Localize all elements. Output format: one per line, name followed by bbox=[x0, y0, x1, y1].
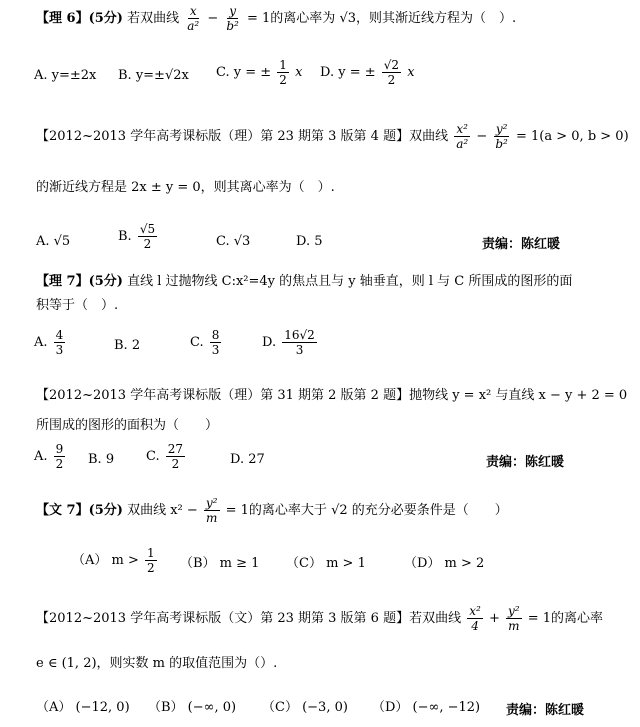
option-b: B. y=±√2x bbox=[118, 68, 189, 83]
option-c: C. $\frac{8}{3}$ bbox=[190, 328, 220, 357]
problem-2012-wen-23-6: 【2012~2013 学年高考课标版（文）第 23 期第 3 版第 6 题】若双曲线 $\frac{\text{x²}}{4}$ + $\frac{\text{y²}}{m}$ = 1的离心率 bbox=[36, 604, 604, 633]
option-c: （C） (−3, 0) bbox=[262, 700, 348, 715]
problem-tag: 【理 6】(5分) bbox=[36, 11, 123, 26]
option-a: A. y=±2x bbox=[34, 68, 97, 83]
option-d: D. $\frac{16√2}{3}$ bbox=[262, 328, 315, 357]
stem-text: 直线 l 过抛物线 C:x²=4y 的焦点且与 y 轴垂直，则 l 与 C 所围成的图形的面 bbox=[127, 274, 573, 289]
option-a: （A） m > $\frac{1}{2}$ bbox=[72, 546, 155, 575]
problem-tag: 【理 7】(5分) bbox=[36, 274, 123, 289]
fraction: $\frac{\text{y²}}{\text{b²}}$ bbox=[495, 122, 508, 151]
fraction: $\frac{\text{y²}}{m}$ bbox=[205, 496, 218, 525]
editor-credit: 责编：陈红暖 bbox=[482, 237, 561, 252]
problem-li6-stem: 【理 6】(5分) 若双曲线 $\frac{x}{\text{a²}}$ − $\frac{y}{\text{b²}}$ = 1的离心率为 √3，则其渐近线方程为（ ）. bbox=[36, 4, 517, 33]
option-c: C. y = ± $\frac{1}{2}$ x bbox=[216, 58, 303, 87]
option-b: （B） (−∞, 0) bbox=[148, 700, 237, 715]
fraction: $\frac{\text{y²}}{m}$ bbox=[507, 604, 520, 633]
editor-credit: 责编：陈红暖 bbox=[506, 703, 585, 718]
option-a: （A） (−12, 0) bbox=[36, 700, 130, 715]
fraction: $\frac{8}{3}$ bbox=[211, 328, 220, 357]
editor-credit: 责编：陈红暖 bbox=[486, 455, 565, 470]
fraction: $\frac{x}{\text{a²}}$ bbox=[187, 4, 200, 33]
fraction: $\frac{1}{2}$ bbox=[147, 546, 155, 575]
fraction: $\frac{√2}{2}$ bbox=[383, 58, 400, 87]
option-d: D. 27 bbox=[230, 452, 265, 467]
source-text: 【2012~2013 学年高考课标版（文）第 23 期第 3 版第 6 题】若双曲线 bbox=[36, 611, 462, 626]
stem-text: 若双曲线 bbox=[127, 11, 180, 26]
option-b: （B） m ≥ 1 bbox=[180, 556, 260, 571]
fraction: $\frac{16√2}{3}$ bbox=[284, 328, 315, 357]
fraction: $\frac{y}{\text{b²}}$ bbox=[226, 4, 239, 33]
problem-tag: 【文 7】(5分) bbox=[36, 503, 123, 518]
problem-wen7-stem: 【文 7】(5分) 双曲线 x² − $\frac{\text{y²}}{m}$ = 1的离心率大于 √2 的充分必要条件是（ ） bbox=[36, 496, 508, 525]
option-c: （C） m > 1 bbox=[286, 556, 366, 571]
option-d: （D） m > 2 bbox=[404, 556, 485, 571]
option-d: D. 5 bbox=[296, 234, 323, 249]
stem-text: 的渐近线方程是 2x ± y = 0，则其离心率为（ ）. bbox=[36, 180, 335, 195]
fraction: $\frac{\text{x²}}{4}$ bbox=[469, 604, 481, 633]
problem-2012-li-23-4: 【2012~2013 学年高考课标版（理）第 23 期第 3 版第 4 题】双曲线 $\frac{\text{x²}}{\text{a²}}$ − $\frac{\text{y²}}{\text{b²}}$ = 1(a > 0, b > 0) bbox=[36, 122, 629, 151]
stem-text: 双曲线 x² − bbox=[127, 503, 198, 518]
option-b: B. 9 bbox=[88, 452, 115, 467]
fraction: $\frac{4}{3}$ bbox=[55, 328, 64, 357]
fraction: $\frac{1}{2}$ bbox=[279, 58, 287, 87]
fraction: $\frac{9}{2}$ bbox=[55, 442, 64, 471]
option-d: （D） (−∞, −12) bbox=[372, 700, 481, 715]
option-b: B. $\frac{√5}{2}$ bbox=[118, 222, 156, 251]
option-b: B. 2 bbox=[114, 338, 141, 353]
option-a: A. √5 bbox=[36, 234, 71, 249]
option-c: C. $\frac{27}{2}$ bbox=[146, 442, 184, 471]
stem-text: 【2012~2013 学年高考课标版（理）第 31 期第 2 版第 2 题】抛物线 y = x² 与直线 x − y + 2 = 0 bbox=[36, 388, 628, 403]
stem-text: 积等于（ ）. bbox=[36, 298, 119, 313]
fraction: $\frac{27}{2}$ bbox=[167, 442, 184, 471]
stem-text: = 1的离心率为 √3，则其渐近线方程为（ ）. bbox=[247, 11, 517, 26]
option-a: A. $\frac{4}{3}$ bbox=[34, 328, 64, 357]
problem-li7-stem bbox=[36, 272, 572, 292]
stem-text: e ∈ (1, 2)，则实数 m 的取值范围为（）. bbox=[36, 656, 278, 671]
option-a: A. $\frac{9}{2}$ bbox=[34, 442, 64, 471]
source-text: 【2012~2013 学年高考课标版（理）第 23 期第 3 版第 4 题】双曲线 bbox=[36, 129, 449, 144]
option-d: D. y = ± $\frac{√2}{2}$ x bbox=[320, 58, 415, 87]
stem-text: 所围成的图形的面积为（ ） bbox=[36, 418, 219, 433]
option-c: C. √3 bbox=[216, 234, 251, 249]
fraction: $\frac{√5}{2}$ bbox=[139, 222, 156, 251]
fraction: $\frac{\text{x²}}{\text{a²}}$ bbox=[456, 122, 469, 151]
